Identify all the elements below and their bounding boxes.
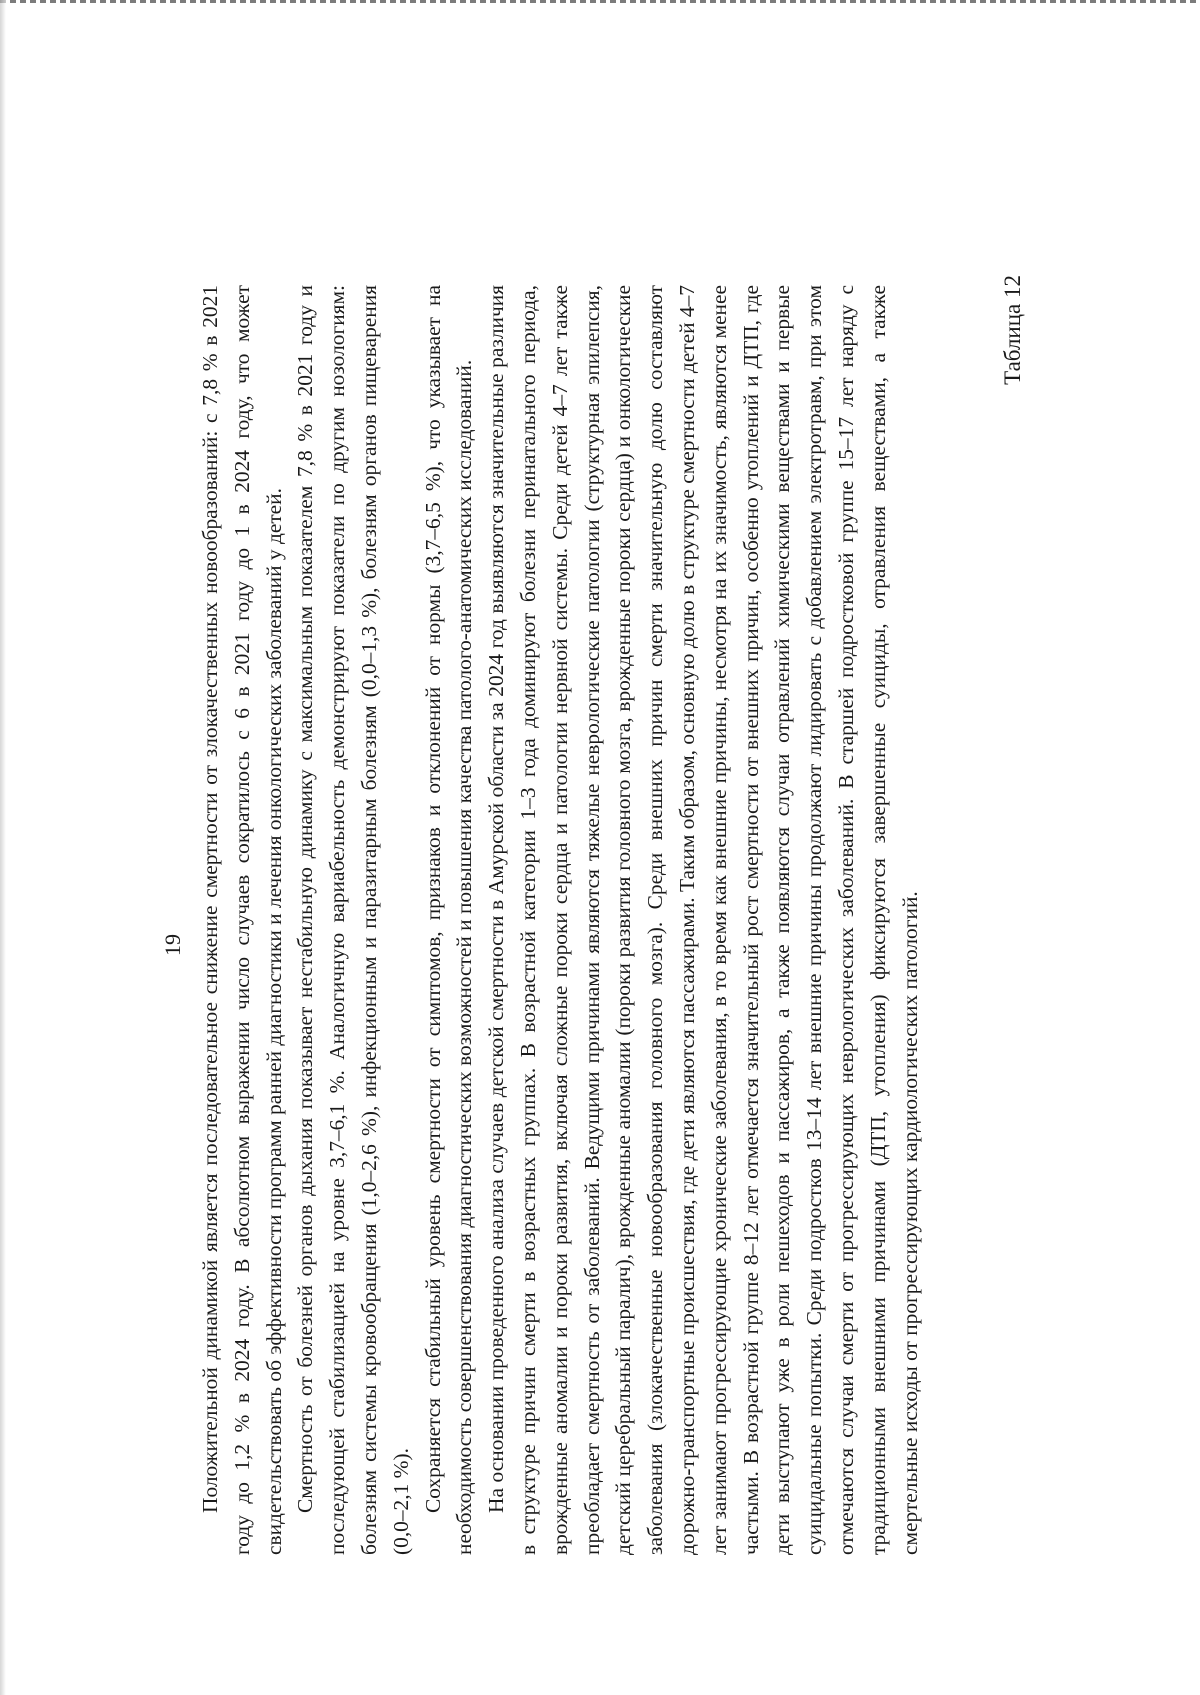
document-page	[140, 105, 1060, 1595]
scan-edge-top	[0, 0, 1200, 3]
body-text	[195, 285, 926, 1555]
table-caption: Таблица 12	[1000, 275, 1025, 385]
page-number: 19	[160, 934, 185, 956]
paragraph-age-group-analysis: На основании проведенного анализа случаев детской смертности в Амурской области за 2024 год выявляются значительные различия в структуре причин смерти в возрастных группах. В возрастной категории 1–3 года доминируют болезни перинатального периода, врожденные аномалии и пороки развития, включая сложные пороки сердца и патологии нервной системы. Среди детей 4–7 лет также преобладает смертность от заболеваний. Ведущими причинами являются тяжелые неврологические патологии (структурная эпилепсия, детский церебральный паралич), врожденные аномалии (пороки развития головного мозга, врожденные пороки сердца) и онкологические заболевания (злокачественные новообразования головного мозга). Среди внешних причин смерти значительную долю составляют дорожно-транспортные происшествия, где дети являются пассажирами. Таким образом, основную долю в структуре смертности детей 4–7 лет занимают прогрессирующие хронические заболевания, в то время как внешние причины, несмотря на их значимость, являются менее частыми. В возрастной группе 8–12 лет отмечается значительный рост смертности от внешних причин, особенно утоплений и ДТП, где дети выступают уже в роли пешеходов и пассажиров, а также появляются случаи отравлений химическими веществами и первые суицидальные попытки. Среди подростков 13–14 лет внешние причины продолжают лидировать с добавлением электротравм, при этом отмечаются случаи смерти от прогрессирующих неврологических заболеваний. В старшей подростковой группе 15–17 лет наряду с традиционными внешними причинами (ДТП, утопления) фиксируются завершенные суициды, отравления веществами, а также смертельные исходы от прогрессирующих кардиологических патологий.	[484, 285, 922, 1555]
scan-edge-left	[0, 0, 6, 1695]
paragraph-respiratory-diseases: Смертность от болезней органов дыхания показывает нестабильную динамику с максимальным показателем 7,8 % в 2021 году и последующей стабилизацией на уровне 3,7–6,1 %. Аналогичную вариабельность демонстрируют показатели по другим нозологиям: болезням системы кровообращения (1,0–2,6 %), инфекционным и паразитарным болезням (0,0–1,3 %), болезням органов пищеварения (0,0–2,1 %).	[293, 285, 413, 1555]
paragraph-symptoms-signs: Сохраняется стабильный уровень смертности от симптомов, признаков и отклонений от нормы (3,7–6,5 %), что указывает на необходимость совершенствования диагностических возможностей и повышения качества патолого-анатомических исследований.	[420, 285, 477, 1555]
paragraph-malignant-neoplasms: Положительной динамикой является последовательное снижение смертности от злокачественных новообразований: с 7,8 % в 2021 году до 1,2 % в 2024 году. В абсолютном выражении число случаев сократилось с 6 в 2021 году до 1 в 2024 году, что может свидетельствовать об эффективности программ ранней диагностики и лечения онкологических заболеваний у детей.	[198, 285, 286, 1555]
